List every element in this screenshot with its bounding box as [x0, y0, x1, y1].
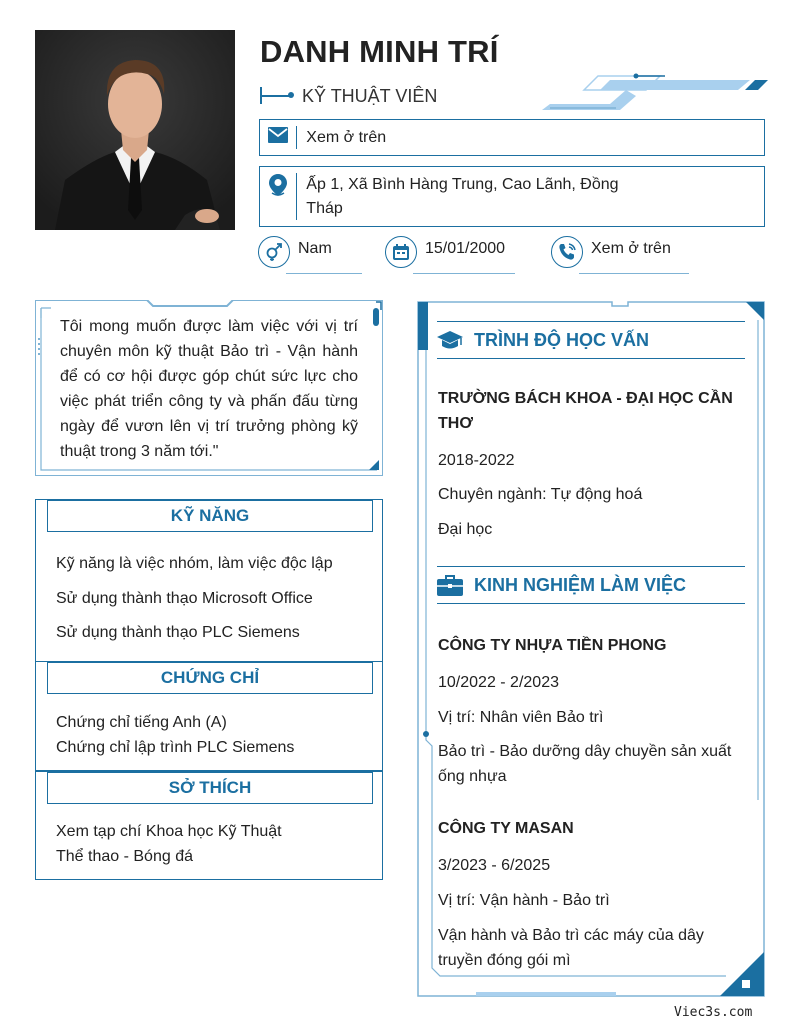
calendar-icon [385, 236, 417, 268]
candidate-name: DANH MINH TRÍ [260, 34, 499, 69]
job-title-row [260, 84, 437, 108]
phone-text: Xem ở trên [591, 240, 671, 257]
career-objective: Tôi mong muốn được làm việc với vị trí chuyên môn kỹ thuật Bảo trì - Vận hành để có cơ hội được góp chút sức lực cho việc phát triển công ty và phấn đấu từng ngày để vươn lên vị trí trưởng phòng kỹ thuật trong 3 năm tới." [60, 318, 358, 460]
location-pin-icon [260, 167, 296, 196]
phone-icon [551, 236, 583, 268]
school-name: TRƯỜNG BÁCH KHOA - ĐẠI HỌC CẦN THƠ [438, 390, 733, 432]
job-position: Vị trí: Vận hành - Bảo trì [438, 892, 610, 909]
certificate-item: Chứng chỉ tiếng Anh (A) [56, 714, 227, 731]
address-text: Ấp 1, Xã Bình Hàng Trung, Cao Lãnh, Đồng Tháp [306, 176, 619, 217]
gender-icon [258, 236, 290, 268]
job-description: Bảo trì - Bảo dưỡng dây chuyền sản xuất ống nhựa [438, 743, 732, 785]
education-period: 2018-2022 [438, 452, 515, 469]
birthdate-field [385, 235, 505, 275]
portrait-image [35, 30, 235, 230]
header-decoration [540, 72, 770, 114]
job-title: KỸ THUẬT VIÊN [302, 85, 438, 106]
hobbies-heading: SỞ THÍCH [47, 772, 373, 804]
company-name: CÔNG TY NHỰA TIỀN PHONG [438, 637, 667, 654]
phone-field [551, 235, 671, 275]
certificates-heading: CHỨNG CHỈ [47, 662, 373, 694]
certificate-item: Chứng chỉ lập trình PLC Siemens [56, 739, 295, 756]
job-position: Vị trí: Nhân viên Bảo trì [438, 709, 604, 726]
skill-item: Sử dụng thành thạo PLC Siemens [56, 624, 300, 641]
education-major: Chuyên ngành: Tự động hoá [438, 486, 643, 503]
job-description: Vận hành và Bảo trì các máy của dây truyền đóng gói mì [438, 927, 704, 969]
gender-text: Nam [298, 240, 332, 257]
watermark: Viec3s.com [674, 1005, 753, 1020]
education-heading: TRÌNH ĐỘ HỌC VẤN [437, 321, 745, 359]
certificates-section [35, 661, 383, 771]
briefcase-icon [437, 574, 469, 596]
email-box [259, 119, 765, 156]
title-connector-line [260, 95, 292, 97]
birthdate-text: 15/01/2000 [425, 240, 506, 257]
skill-item: Sử dụng thành thạo Microsoft Office [56, 590, 313, 607]
job-period: 3/2023 - 6/2025 [438, 857, 551, 874]
job-period: 10/2022 - 2/2023 [438, 674, 559, 691]
graduation-cap-icon [437, 329, 469, 351]
hobby-item: Thể thao - Bóng đá [56, 848, 193, 865]
skills-section [35, 499, 383, 662]
profile-photo [35, 30, 235, 230]
experience-heading: KINH NGHIỆM LÀM VIỆC [437, 566, 745, 604]
education-degree: Đại học [438, 521, 493, 538]
email-icon [260, 120, 296, 143]
address-box [259, 166, 765, 227]
company-name: CÔNG TY MASAN [438, 820, 574, 837]
skills-heading: KỸ NĂNG [47, 500, 373, 532]
hobby-item: Xem tạp chí Khoa học Kỹ Thuật [56, 823, 282, 840]
email-text: Xem ở trên [306, 129, 387, 146]
gender-field [258, 235, 332, 275]
hobbies-section [35, 771, 383, 880]
skill-item: Kỹ năng là việc nhóm, làm việc độc lập [56, 555, 333, 572]
